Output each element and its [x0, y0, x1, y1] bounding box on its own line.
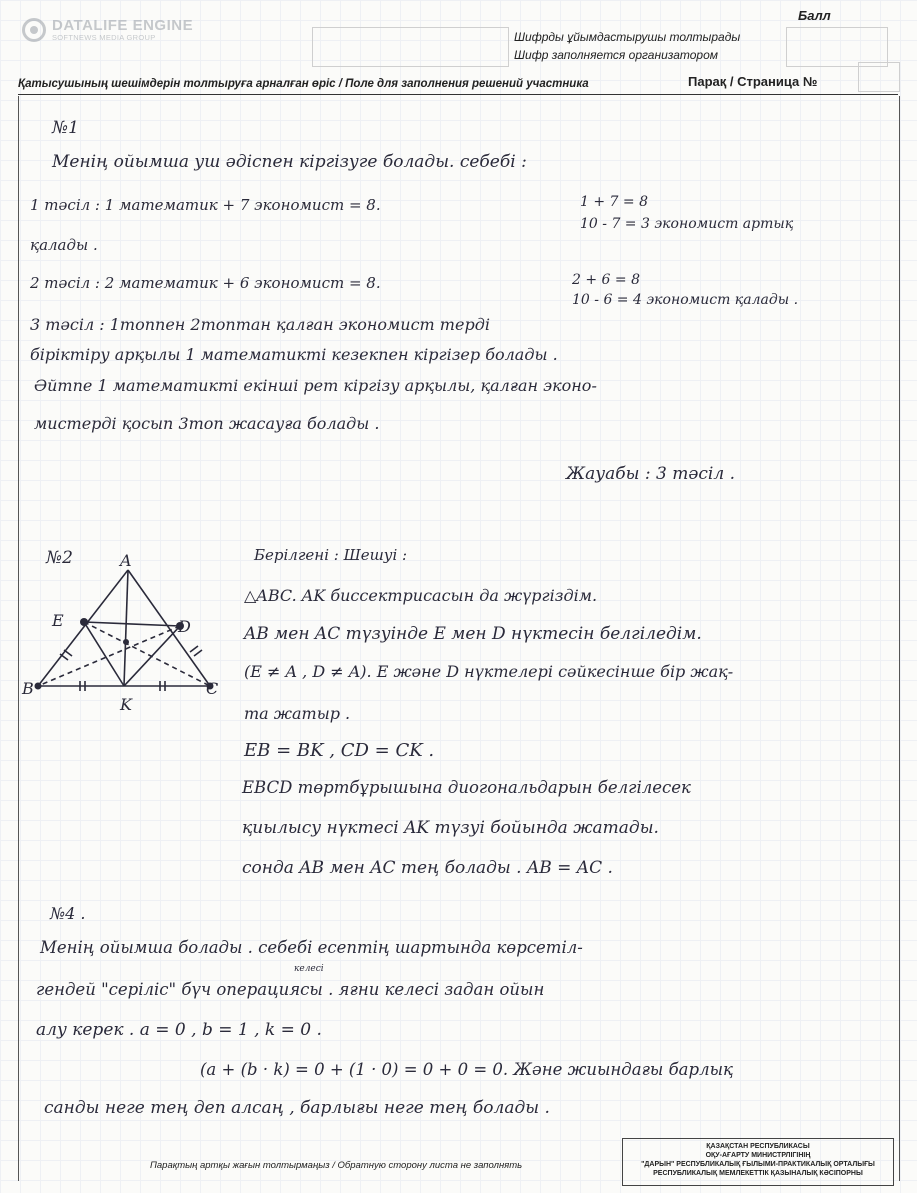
stamp-line: ОҚУ-АҒАРТУ МИНИСТРЛІГІНІҢ	[705, 1152, 811, 1159]
point-b	[35, 683, 42, 690]
problem2-line: (E ≠ A , D ≠ A). E және D нүктелері сәйкесінше бір жақ-	[244, 662, 734, 681]
problem2-line: сонда AB мен AC тең болады . AB = AC .	[242, 858, 613, 878]
problem4-line: (a + (b · k) = 0 + (1 · 0) = 0 + 0 = 0. Және жиындағы барлық	[200, 1060, 733, 1079]
problem4-number: №4 .	[50, 904, 86, 923]
problem1-side-calc: 10 - 7 = 3 экономист артық	[580, 216, 794, 232]
stamp-line: "ДАРЫН" РЕСПУБЛИКАЛЫҚ ҒЫЛЫМИ-ПРАКТИКАЛЫҚ ОРТАЛЫҒЫ	[641, 1161, 875, 1168]
cipher-note-ru: Шифр заполняется организатором	[514, 48, 718, 62]
logo-icon	[22, 18, 46, 42]
logo-name: DATALIFE ENGINE	[52, 17, 194, 34]
problem1-line: Әйтпе 1 математикті екінші рет кіргізу арқылы, қалған эконо-	[34, 376, 597, 395]
problem2-line: қиылысу нүктесі AK түзуі бойында жатады.	[242, 818, 659, 838]
label-d: D	[178, 617, 191, 636]
stamp-line: ҚАЗАҚСТАН РЕСПУБЛИКАСЫ	[706, 1143, 810, 1150]
problem1-line: қалады .	[30, 236, 98, 254]
problem1-line: 3 тәсіл : 1топпен 2топтан қалған экономист терді	[30, 315, 490, 334]
label-e: E	[52, 611, 64, 630]
problem2-number: №2	[46, 548, 73, 568]
cipher-note	[514, 28, 740, 64]
code-box	[312, 27, 509, 67]
problem2-line: AB мен AC түзуінде E мен D нүктесін белгіледім.	[244, 624, 702, 644]
point-e	[80, 618, 88, 626]
label-k: K	[120, 695, 132, 714]
score-label: Балл	[798, 8, 831, 23]
problem1-answer: Жауабы : 3 тәсіл .	[566, 464, 735, 484]
page-number-box	[858, 62, 900, 92]
tick-mark	[190, 646, 198, 652]
field-label: Қатысушының шешімдерін толтыруға арналған өріс / Поле для заполнения решений участника	[18, 78, 589, 90]
diagonal-ec	[84, 622, 210, 686]
problem1-side-calc: 2 + 6 = 8	[572, 272, 640, 288]
problem2-line: та жатыр .	[244, 704, 351, 723]
triangle-diagram	[20, 550, 240, 720]
problem1-side-calc: 10 - 6 = 4 экономист қалады .	[572, 292, 799, 308]
intersection-point	[123, 639, 129, 645]
bisector-ak	[124, 570, 128, 686]
problem4-line: гендей "серіліс" бүч операциясы . яғни келесі задан ойын	[36, 980, 545, 999]
problem1-side-calc: 1 + 7 = 8	[580, 194, 648, 210]
header-divider	[18, 94, 898, 95]
problem1-line: 1 тәсіл : 1 математик + 7 экономист = 8.	[30, 196, 381, 214]
cipher-note-kz: Шифрды ұйымдастырушы толтырады	[514, 30, 741, 44]
footer-note: Парақтың артқы жағын толтырмаңыз / Обратную сторону листа не заполнять	[150, 1160, 523, 1171]
label-a: A	[120, 551, 132, 570]
problem1-number: №1	[52, 118, 79, 138]
problem2-line: △ABC. AK биссектрисасын да жүргіздім.	[244, 586, 598, 605]
tick-mark	[64, 650, 72, 656]
problem1-line: 2 тәсіл : 2 математик + 6 экономист = 8.	[30, 274, 381, 292]
problem4-line: санды неге тең деп алсаң , барлығы неге тең болады .	[44, 1098, 550, 1118]
organization-stamp	[622, 1138, 894, 1186]
problem4-line: алу керек . a = 0 , b = 1 , k = 0 .	[36, 1020, 322, 1040]
stamp-line: РЕСПУБЛИКАЛЫҚ МЕМЛЕКЕТТІК ҚАЗЫНАЛЫҚ КӘСІПОРНЫ	[653, 1170, 863, 1177]
problem1-line: мистерді қосып 3топ жасауға болады .	[34, 414, 380, 433]
page-number-label: Парақ / Страница №	[688, 74, 818, 89]
problem2-line: EB = BK , CD = CK .	[244, 740, 435, 761]
score-box	[786, 27, 888, 67]
problem4-superscript: келесі	[294, 964, 324, 974]
logo-sub: SOFTNEWS MEDIA GROUP	[52, 33, 156, 42]
problem2-line: EBCD төртбұрышына диогональдарын белгілесек	[242, 778, 691, 797]
problem1-line: біріктіру арқылы 1 математикті кезекпен кіргізер болады .	[30, 345, 558, 364]
watermark-logo	[22, 18, 193, 42]
problem2-line: Берілгені : Шешуі :	[254, 546, 408, 564]
problem1-line: Менің ойымша уш әдіспен кіргізуге болады. себебі :	[52, 152, 527, 172]
problem4-line: Менің ойымша болады . себебі есептің шартында көрсетіл-	[40, 938, 583, 957]
tick-mark	[194, 650, 202, 656]
label-c: C	[206, 679, 219, 698]
label-b: B	[22, 679, 34, 698]
